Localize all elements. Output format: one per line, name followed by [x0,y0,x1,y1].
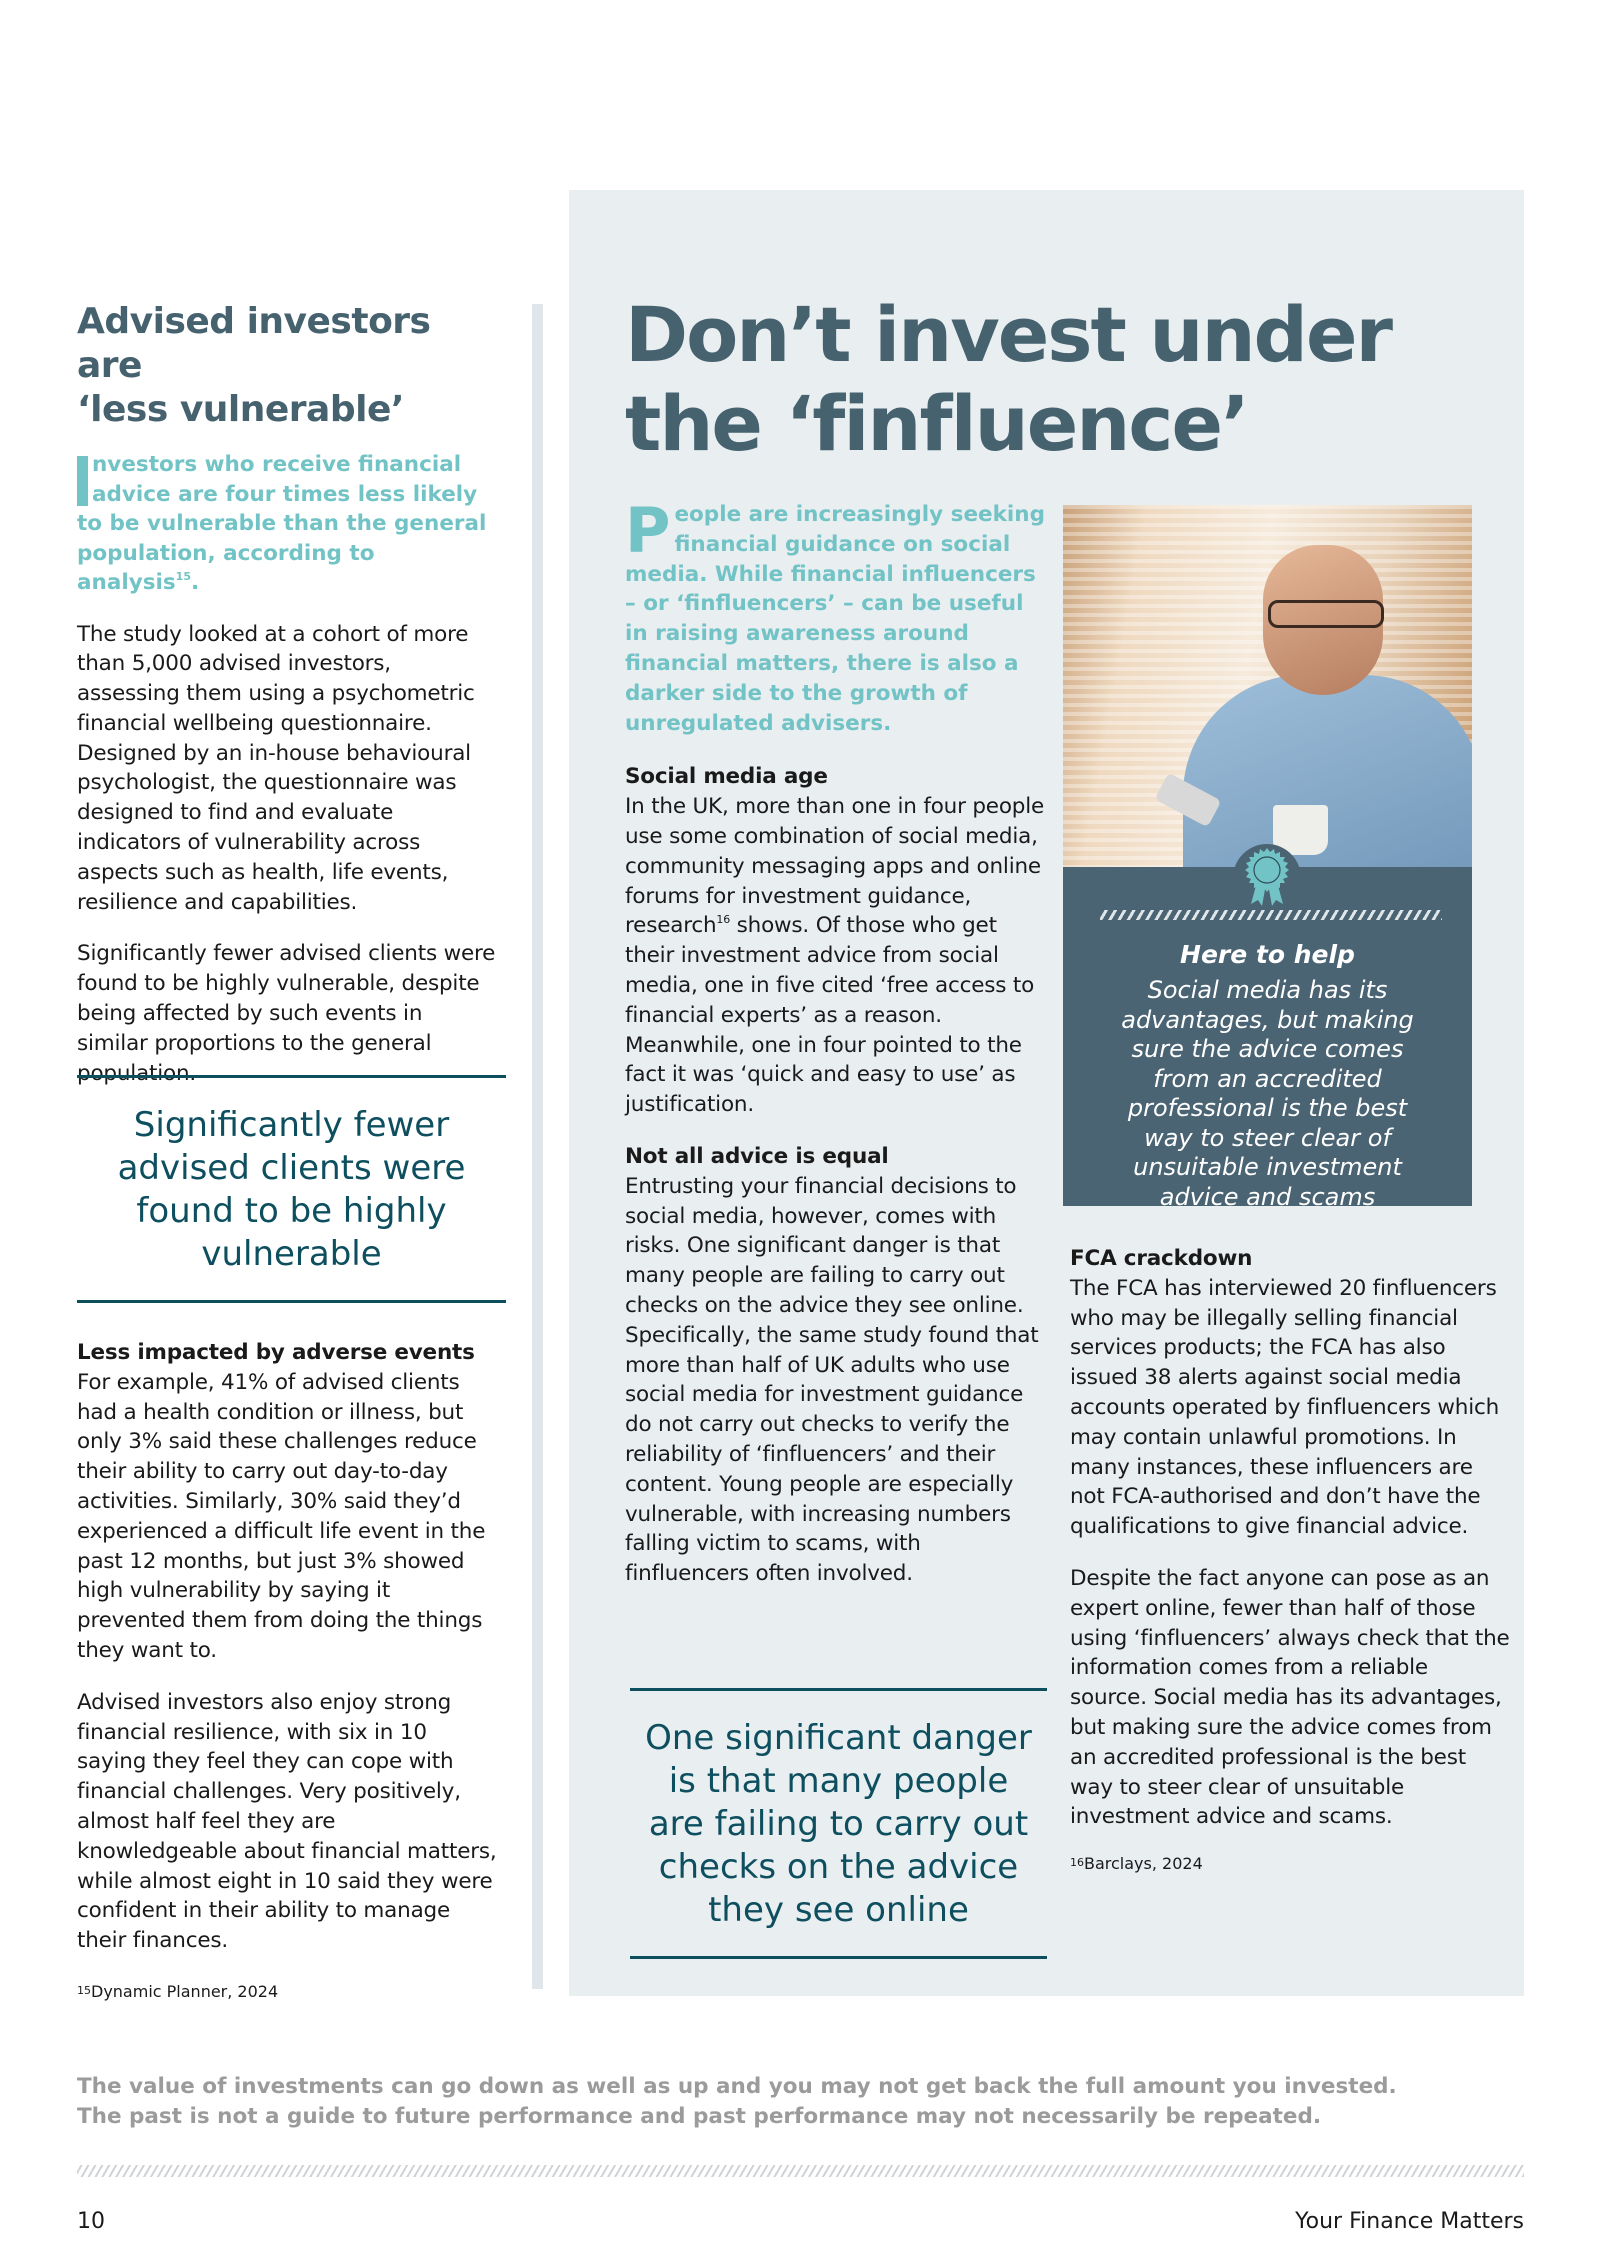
paragraph: The study looked at a cohort of more than 5,000 advised investors, assessing them using a psychometric financial wellbeing questionnaire. Designed by an in-house behavioural psychologist, the questionnaire was designed to find and evaluate indicators of vulnerability across aspects such as health, life events, resilience and capabilities. [77,621,475,915]
section-not-all-advice [625,1142,1045,1589]
photo-glasses [1268,600,1384,628]
title-line-1: Advised investors are [77,301,431,386]
main-article-intro [625,494,1045,738]
section-less-impacted [77,1338,497,1666]
dropcap-I [77,456,88,506]
main-article-column [625,494,1045,1611]
hatched-divider [1100,910,1442,920]
help-box-text: Social media has its advantages, but making sure the advice comes from an accredited professional is the best way to steer clear of unsuitable investment advice and scams [1121,976,1414,1211]
paragraph: Despite the fact anyone can pose as an expert online, fewer than half of those using ‘finfluencers’ always check that the information comes from a reliable source. Social media has its advantages, but making sure the advice comes from an accredited professional is the best way to steer clear of unsuitable investment advice and scams. [1070,1565,1510,1830]
paragraph: For example, 41% of advised clients had a health condition or illness, but only 3% said these challenges reduce their ability to carry out day-to-day activities. Similarly, 30% said they’d experienced a difficult life event in the past 12 months, but just 3% showed high vulnerability by saying it prevented them from doing the things they want to. [77,1369,486,1663]
dropcap-P: P [625,494,671,567]
subheading: Not all advice is equal [625,1143,889,1169]
paragraph: Significantly fewer advised clients were found to be highly vulnerable, despite being affected by such events in similar proportions to the general population. [77,941,496,1086]
main-article-title [625,290,1391,468]
paragraph-cont: shows. Of those who get their investment advice from social media, one in five cited ‘free access to financial experts’ as a reason. Meanwhile, one in four pointed to the fact it was ‘quick and easy to use’ as justification. [625,913,1035,1118]
paragraph: Advised investors also enjoy strong financial resilience, with six in 10 saying they feel they can cope with financial challenges. Very positively, almost half feel they are knowledgeable about financial matters, while almost eight in 10 said they were confident in their ability to manage their finances. [77,1689,497,1954]
award-rosette-icon [1245,848,1289,908]
subheading: FCA crackdown [1070,1246,1253,1271]
disclaimer-line-2: The past is not a guide to future performance and past performance may not necessarily be repeated. [77,2103,1322,2129]
left-article-title [77,300,497,432]
left-article [77,300,497,1110]
footnote-text: Dynamic Planner, 2024 [91,1981,279,2001]
title-line-1: Don’t invest under [625,290,1391,379]
left-article-intro [77,450,497,598]
paragraph: The FCA has interviewed 20 finfluencers who may be illegally selling financial services products; the FCA has also issued 38 alerts against social media accounts operated by finfluencers which may contain unlawful promotions. In many instances, these influencers are not FCA-authorised and don’t have the qualifications to give financial advice. [1070,1275,1500,1540]
footnote-number: 15 [77,1983,91,1997]
title-line-2: the ‘finfluence’ [625,379,1248,468]
intro-text: nvestors who receive financial advice are four times less likely to be vulnerable than the general population, according to analysis [77,452,487,595]
footnote-number: 16 [1070,1856,1084,1870]
help-box-title: Here to help [1180,940,1355,969]
footer-hatched-rule [77,2165,1524,2177]
paragraph: Entrusting your financial decisions to social media, however, comes with risks. One significant danger is that many people are failing to carry out checks on the advice they see online. Specifically, the same study found that more than half of UK adults who use social media for investment guidance do not carry out checks to verify the reliability of ‘finfluencers’ and their content. Young people are especially vulnerable, with increasing numbers falling victim to scams, with finfluencers often involved. [625,1173,1039,1587]
paragraph: In the UK, more than one in four people use some combination of social media, community messaging apps and online forums for investment guidance, research [625,794,1045,939]
publication-name: Your Finance Matters [1295,2209,1524,2234]
footnote-text: Barclays, 2024 [1084,1854,1203,1874]
left-column-divider-bar [532,304,543,1989]
footnote-ref: 15 [175,570,191,583]
left-article-continued [77,1338,497,2017]
section-fca-crackdown [1070,1244,1510,1542]
main-article-right-column [1070,1244,1510,1889]
main-pullquote: One significant danger is that many people are failing to carry out checks on the advice they see online [630,1688,1047,1959]
subheading: Less impacted by adverse events [77,1340,475,1365]
disclaimer-line-1: The value of investments can go down as well as up and you may not get back the full amount you invested. [77,2074,1397,2099]
man-with-phone-photo [1063,505,1472,867]
intro-text: eople are increasingly seeking financial guidance on social media. While financial influencers – or ‘finfluencers’ – can be useful in raising awareness around financial matters, there is also a darker side to the growth of unregulated advisers. [625,502,1045,736]
subheading: Social media age [625,764,828,790]
intro-end: . [190,570,200,595]
footnote [1070,1854,1510,1873]
risk-disclaimer [77,2072,1517,2131]
title-line-2: ‘less vulnerable’ [77,389,405,430]
footnote-ref: 16 [716,913,731,927]
page-number: 10 [77,2209,105,2234]
left-pullquote: Significantly fewer advised clients were found to be highly vulnerable [77,1075,506,1303]
section-social-media-age [625,762,1045,1120]
footnote [77,1982,497,2001]
